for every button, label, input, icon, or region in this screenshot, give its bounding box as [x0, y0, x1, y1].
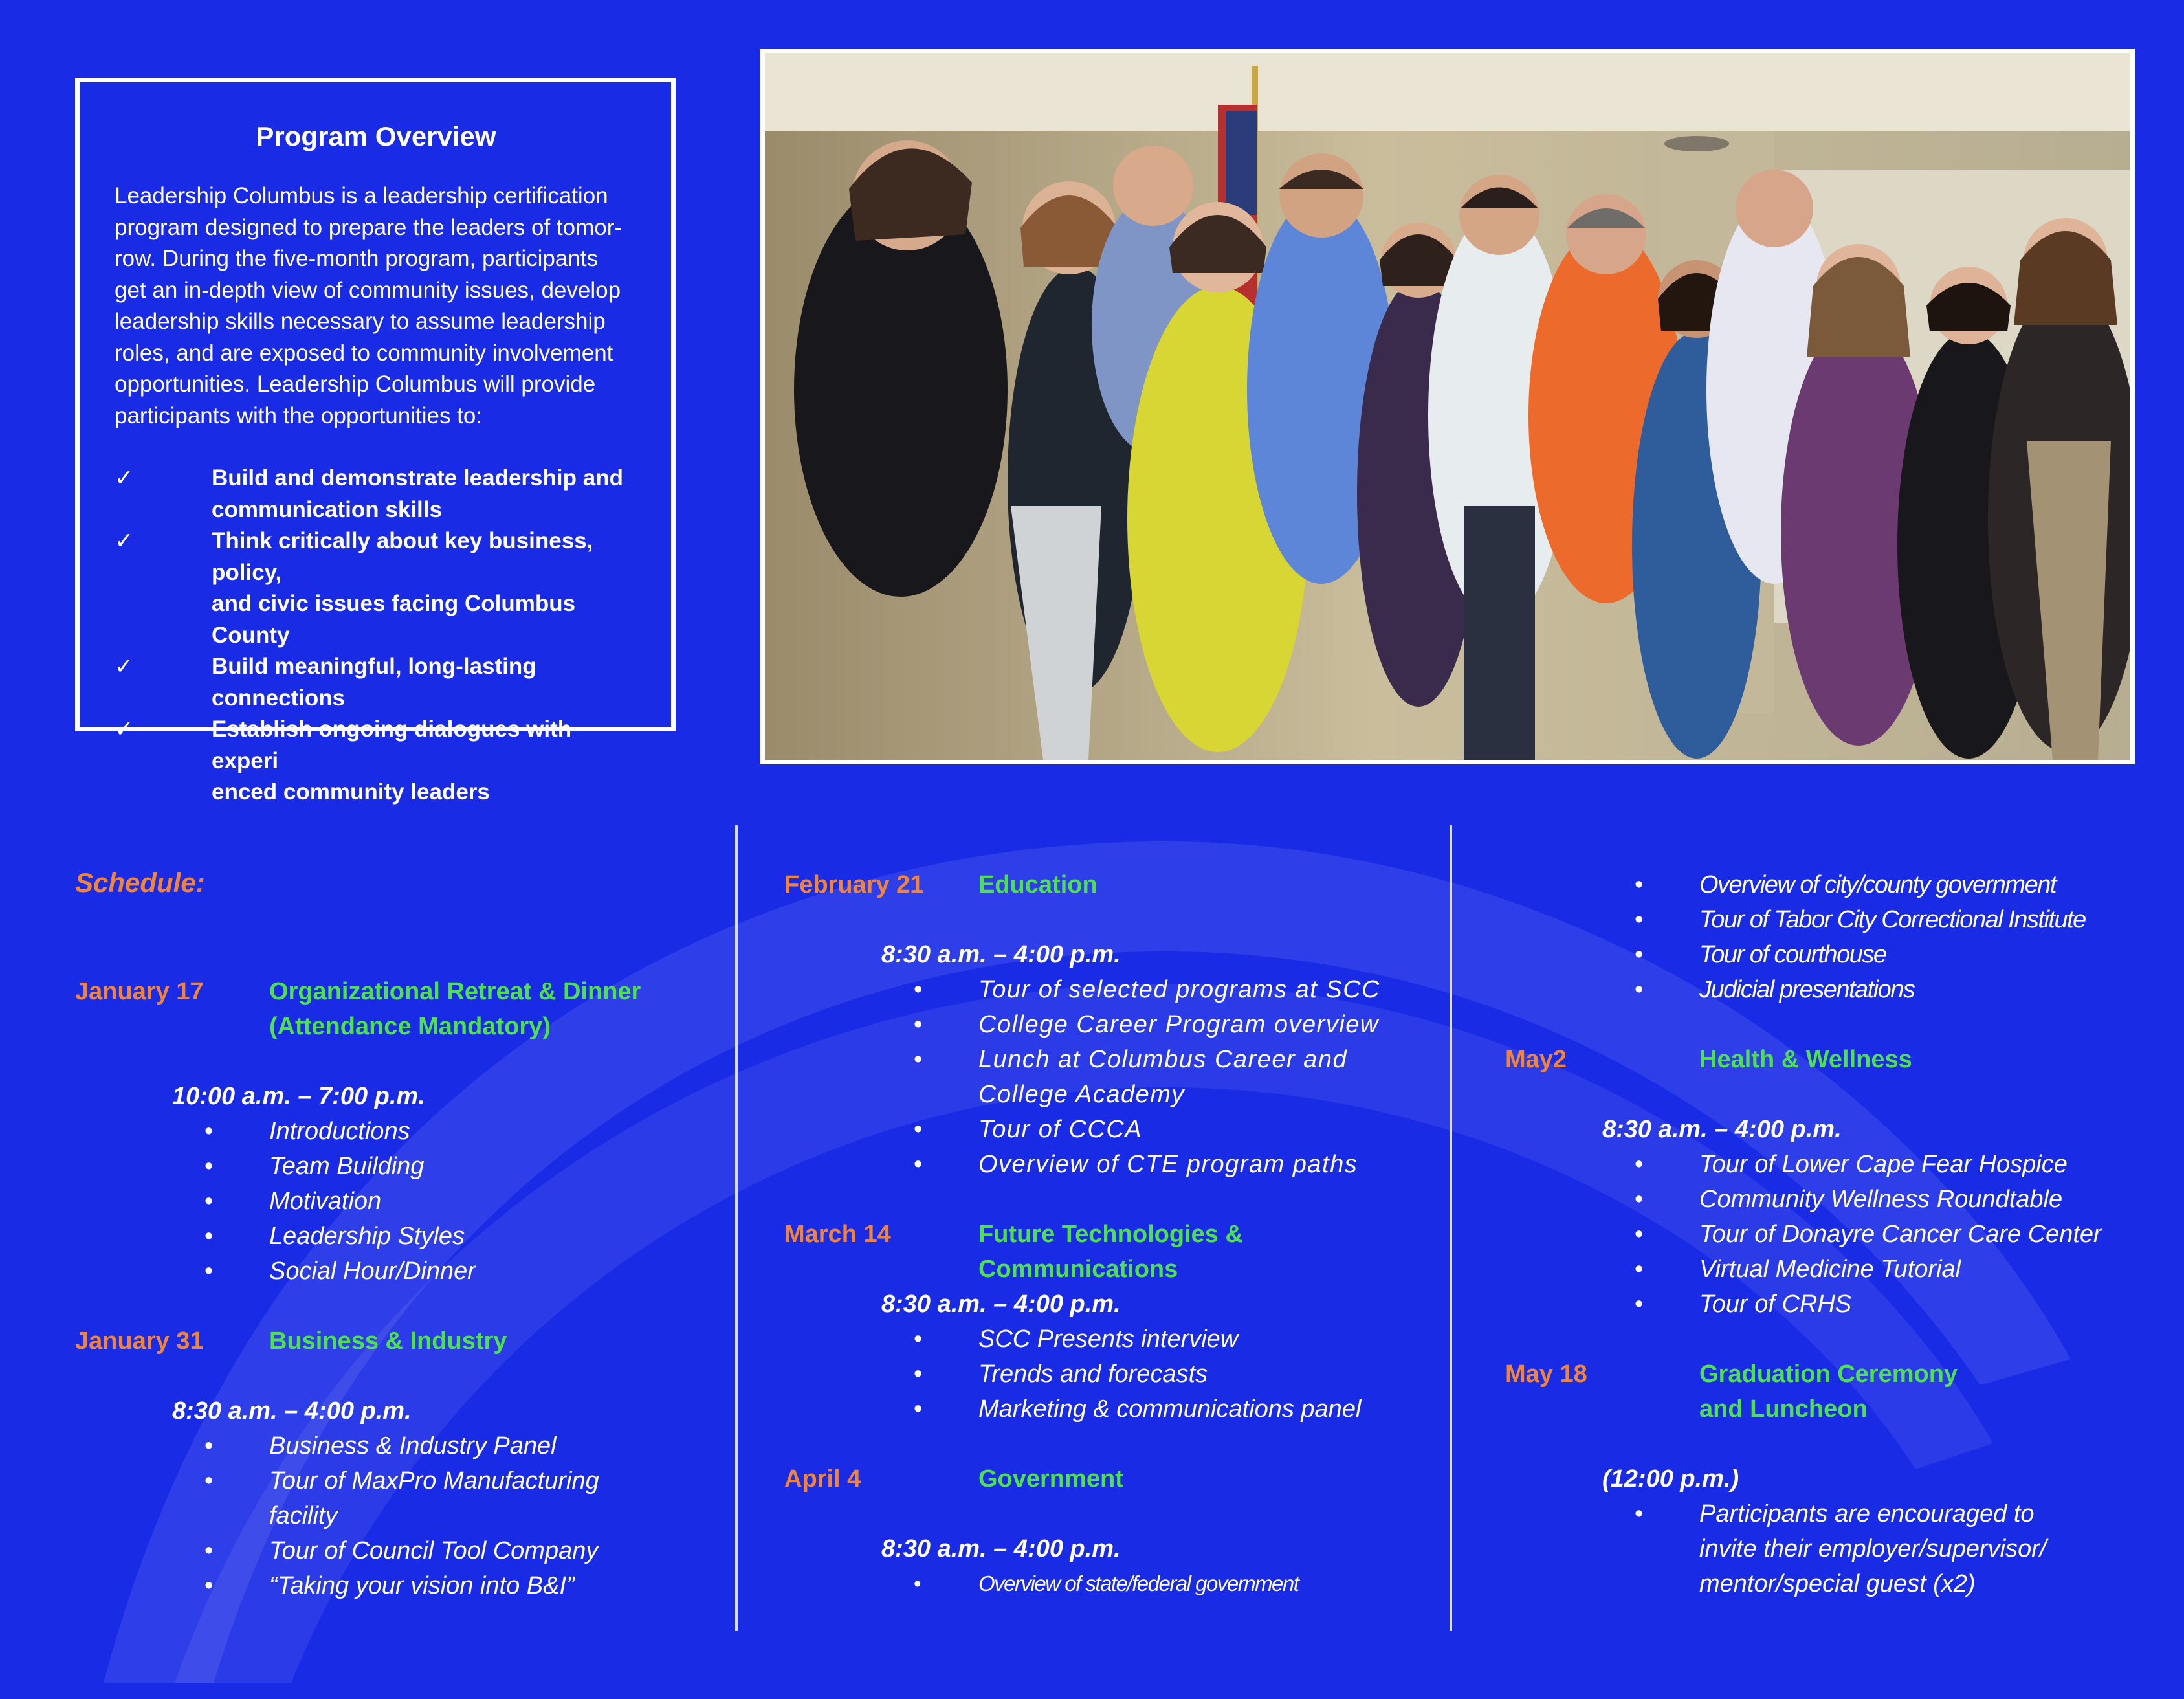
schedule-heading: Schedule:	[75, 867, 205, 898]
entry-time: 8:30 a.m. – 4:00 p.m.	[881, 1291, 1121, 1318]
bullet-icon: •	[204, 1258, 214, 1285]
entry-date: May 18	[1505, 1360, 1587, 1388]
entry-items	[784, 1322, 1361, 1427]
bullet-icon: •	[1635, 906, 1642, 933]
overview-line: leadership skills necessary to assume leadership	[115, 309, 606, 334]
bullet-icon: •	[204, 1432, 214, 1460]
column-divider	[735, 825, 738, 1631]
list-item: • Participants are encouraged to invite their employer/supervisor/ mentor/special guest (x2)	[1505, 1496, 2046, 1601]
bullet-icon: •	[1635, 1256, 1644, 1283]
goal-item: ✓ Build and demonstrate leadership and communication skills	[115, 463, 637, 526]
list-item: • Motivation	[75, 1184, 476, 1219]
bullet-icon: •	[204, 1537, 214, 1564]
overview-line: row. During the five-month program, participants	[115, 246, 598, 271]
column-divider	[1450, 825, 1452, 1631]
bullet-icon: •	[204, 1118, 214, 1145]
list-item: • Team Building	[75, 1149, 476, 1184]
entry-date: January 17	[75, 978, 204, 1005]
list-item: • “Taking your vision into B&I”	[75, 1568, 599, 1603]
list-item: • Leadership Styles	[75, 1219, 476, 1254]
overview-line: program designed to prepare the leaders of tomor-	[115, 214, 623, 240]
bullet-icon: •	[1635, 1221, 1644, 1248]
bullet-icon: •	[204, 1572, 214, 1599]
bullet-icon: •	[914, 1395, 923, 1423]
bullet-icon: •	[914, 1151, 923, 1178]
bullet-icon: •	[914, 1046, 923, 1073]
entry-date: March 14	[784, 1221, 891, 1248]
entry-topic: Business & Industry	[269, 1327, 507, 1355]
overview-line: participants with the opportunities to:	[115, 403, 483, 428]
entry-date: January 31	[75, 1327, 204, 1355]
bullet-icon: •	[1635, 1500, 1644, 1527]
list-item: • Business & Industry Panel	[75, 1428, 599, 1463]
group-photo	[760, 49, 2135, 764]
entry-items	[75, 1428, 599, 1603]
entry-date: May2	[1505, 1046, 1567, 1073]
entry-topic: Health & Wellness	[1699, 1046, 1912, 1073]
list-item: • Virtual Medicine Tutorial	[1505, 1252, 2102, 1287]
list-item: • Tour of selected programs at SCC	[784, 972, 1380, 1007]
entry-date: February 21	[784, 871, 924, 898]
bullet-icon: •	[914, 1326, 923, 1353]
list-item: • Judicial presentations	[1505, 972, 2086, 1007]
entry-time: 8:30 a.m. – 4:00 p.m.	[1602, 1116, 1842, 1143]
entry-items	[1505, 867, 2086, 1007]
bullet-icon: •	[914, 976, 923, 1003]
bullet-icon: •	[1635, 1151, 1644, 1178]
list-item: • Tour of courthouse	[1505, 937, 2086, 972]
list-item: • Tour of CCCA	[784, 1112, 1380, 1147]
bullet-icon: •	[204, 1188, 214, 1215]
list-item: • Tour of CRHS	[1505, 1287, 2102, 1322]
program-overview-box	[75, 78, 676, 805]
goals-list	[115, 463, 637, 808]
bullet-icon: •	[914, 1360, 923, 1388]
overview-line: Leadership Columbus is a leadership certification	[115, 183, 608, 208]
list-item: • College Career Program overview	[784, 1007, 1380, 1042]
list-item: • Tour of Council Tool Company	[75, 1533, 599, 1568]
list-item: • Tour of Lower Cape Fear Hospice	[1505, 1147, 2102, 1182]
overview-line: get an in-depth view of community issues, develop	[115, 277, 621, 303]
list-item: • Tour of Tabor City Correctional Institute	[1505, 902, 2086, 937]
overview-line: opportunities. Leadership Columbus will provide	[115, 372, 596, 397]
entry-items	[784, 972, 1380, 1182]
list-item: • Tour of Donayre Cancer Care Center	[1505, 1217, 2102, 1252]
list-item: • Tour of MaxPro Manufacturing facility	[75, 1463, 599, 1533]
goal-item: ✓ Build meaningful, long-lasting connections	[115, 651, 637, 714]
bullet-icon: •	[1635, 871, 1642, 898]
entry-items	[75, 1114, 476, 1289]
entry-topic: Graduation Ceremony and Luncheon	[1699, 1360, 1958, 1423]
goal-item: ✓ Establish ongoing dialogues with experi enced community leaders	[115, 714, 637, 808]
list-item: • Overview of CTE program paths	[784, 1147, 1380, 1182]
check-icon: ✓	[115, 528, 134, 553]
entry-items	[1505, 1496, 2046, 1601]
list-item: • Lunch at Columbus Career and College Academy	[784, 1042, 1380, 1112]
entry-topic: Future Technologies & Communications	[978, 1221, 1243, 1283]
overview-body	[115, 181, 637, 432]
entry-time: 8:30 a.m. – 4:00 p.m.	[172, 1397, 412, 1425]
check-icon: ✓	[115, 716, 134, 742]
entry-topic: Government	[978, 1465, 1123, 1493]
bullet-icon: •	[914, 1011, 923, 1038]
bullet-icon: •	[1635, 976, 1642, 1003]
list-item: • Social Hour/Dinner	[75, 1254, 476, 1289]
check-icon: ✓	[115, 654, 134, 679]
entry-time: (12:00 p.m.)	[1602, 1465, 1739, 1493]
list-item: • Marketing & communications panel	[784, 1392, 1361, 1427]
bullet-icon: •	[1635, 941, 1642, 968]
list-item: • Trends and forecasts	[784, 1357, 1361, 1392]
list-item: • Community Wellness Roundtable	[1505, 1182, 2102, 1217]
entry-items	[1505, 1147, 2102, 1322]
bullet-icon: •	[204, 1467, 214, 1494]
list-item: • SCC Presents interview	[784, 1322, 1361, 1357]
entry-items	[784, 1566, 1298, 1601]
overview-title: Program Overview	[256, 121, 496, 151]
list-item: • Introductions	[75, 1114, 476, 1149]
bullet-icon: •	[914, 1571, 921, 1595]
overview-line: roles, and are exposed to community involvement	[115, 340, 613, 366]
entry-time: 8:30 a.m. – 4:00 p.m.	[881, 941, 1121, 968]
bullet-icon: •	[914, 1116, 923, 1143]
entry-topic: Education	[978, 871, 1098, 898]
entry-topic: Organizational Retreat & Dinner (Attendance Mandatory)	[269, 978, 641, 1040]
bullet-icon: •	[1635, 1291, 1644, 1318]
list-item: • Overview of city/county government	[1505, 867, 2086, 902]
check-icon: ✓	[115, 465, 134, 491]
list-item: • Overview of state/federal government	[784, 1566, 1298, 1601]
entry-time: 8:30 a.m. – 4:00 p.m.	[881, 1535, 1121, 1562]
entry-time: 10:00 a.m. – 7:00 p.m.	[172, 1083, 425, 1110]
bullet-icon: •	[1635, 1186, 1644, 1213]
entry-date: April 4	[784, 1465, 861, 1493]
bullet-icon: •	[204, 1223, 214, 1250]
goal-item: ✓ Think critically about key business, policy, and civic issues facing Columbus County	[115, 526, 637, 651]
bullet-icon: •	[204, 1153, 214, 1180]
